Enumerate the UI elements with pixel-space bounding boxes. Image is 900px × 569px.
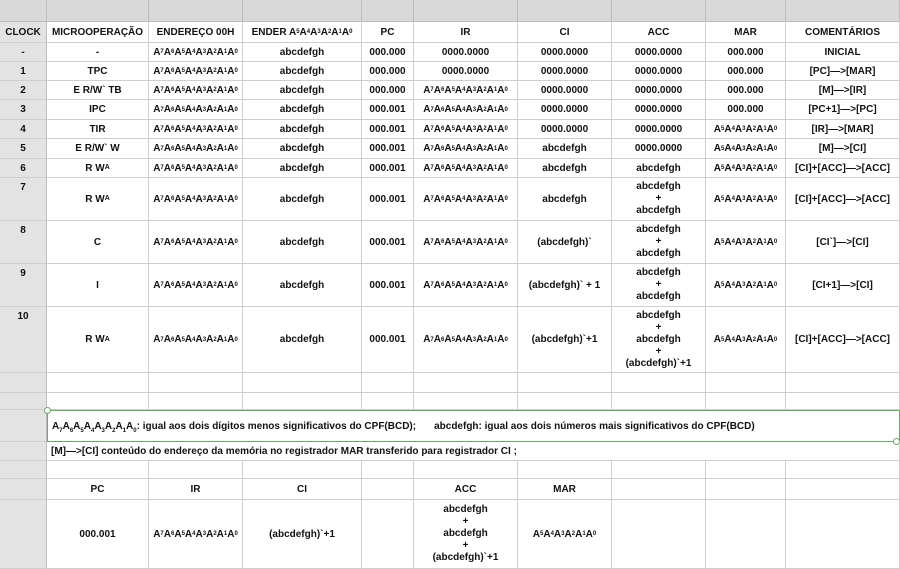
column-j-header[interactable] xyxy=(786,0,900,22)
row-header[interactable] xyxy=(0,442,47,461)
empty-cell[interactable] xyxy=(149,393,243,410)
table-row xyxy=(0,22,900,43)
summary-acc-line: (abcdefgh)`+1 xyxy=(432,552,499,563)
summary-ci[interactable]: (abcdefgh)`+1 xyxy=(243,500,362,569)
ir-cell[interactable]: A 7 A 6 A 5 A 4 A 3 A 2 A 1 A 0 xyxy=(414,221,518,264)
mar-cell[interactable]: 000.000 xyxy=(706,43,786,62)
column-b-header[interactable] xyxy=(47,0,149,22)
acc-cell[interactable]: 0000.0000 xyxy=(612,120,706,139)
end00-cell[interactable]: A 7 A 6 A 5 A 4 A 3 A 2 A 1 A 0 xyxy=(149,159,243,178)
acc-cell-line: abcdefgh xyxy=(636,205,681,216)
table-row xyxy=(0,264,900,307)
pc-cell[interactable]: 000.001 xyxy=(362,159,414,178)
ci-cell[interactable]: abcdefgh xyxy=(518,178,612,221)
empty-cell[interactable] xyxy=(0,461,47,479)
empty-cell[interactable] xyxy=(706,500,786,569)
empty-cell[interactable] xyxy=(518,373,612,393)
micro-cell[interactable]: E R/W` TB xyxy=(47,81,149,100)
end00-cell[interactable]: A 7 A 6 A 5 A 4 A 3 A 2 A 1 A 0 xyxy=(149,307,243,373)
ir-cell[interactable]: A 7 A 6 A 5 A 4 A 3 A 2 A 1 A 0 xyxy=(414,307,518,373)
ir-cell[interactable]: A 7 A 6 A 5 A 4 A 3 A 2 A 1 A 0 xyxy=(414,81,518,100)
row-header[interactable] xyxy=(0,479,47,500)
acc-cell-line: + xyxy=(655,279,662,290)
table-row xyxy=(0,120,900,139)
micro-cell[interactable]: R W A xyxy=(47,178,149,221)
summary-header-3[interactable] xyxy=(362,479,414,500)
micro-cell[interactable]: R W A xyxy=(47,307,149,373)
ender-cell[interactable]: abcdefgh xyxy=(243,43,362,62)
corner-cell[interactable] xyxy=(0,0,47,22)
empty-cell[interactable] xyxy=(47,393,149,410)
ir-cell[interactable]: 0000.0000 xyxy=(414,43,518,62)
table-row xyxy=(0,81,900,100)
empty-cell[interactable] xyxy=(786,500,900,569)
end00-cell[interactable]: A 7 A 6 A 5 A 4 A 3 A 2 A 1 A 0 xyxy=(149,221,243,264)
ci-cell[interactable]: (abcdefgh)` xyxy=(518,221,612,264)
table-row xyxy=(0,221,900,264)
empty-cell[interactable] xyxy=(362,393,414,410)
summary-header-0[interactable]: PC xyxy=(47,479,149,500)
empty-cell[interactable] xyxy=(47,461,149,479)
pc-cell[interactable]: 000.000 xyxy=(362,81,414,100)
acc-cell[interactable] xyxy=(612,221,706,264)
empty-cell[interactable] xyxy=(414,393,518,410)
acc-cell-line: (abcdefgh)`+1 xyxy=(625,357,692,369)
acc-cell[interactable]: 0000.0000 xyxy=(612,139,706,159)
end00-cell[interactable]: A 7 A 6 A 5 A 4 A 3 A 2 A 1 A 0 xyxy=(149,43,243,62)
selection-handle-start[interactable] xyxy=(44,407,51,414)
ender-cell[interactable]: abcdefgh xyxy=(243,100,362,120)
empty-cell[interactable] xyxy=(0,393,47,410)
acc-cell-line: abcdefgh xyxy=(636,181,681,192)
pc-cell[interactable]: 000.001 xyxy=(362,307,414,373)
column-h-header[interactable] xyxy=(612,0,706,22)
column-d-header[interactable] xyxy=(243,0,362,22)
column-header-bar xyxy=(0,0,900,22)
com-cell[interactable]: [M]—>[CI] xyxy=(786,139,900,159)
empty-cell[interactable] xyxy=(786,373,900,393)
micro-cell[interactable]: IPC xyxy=(47,100,149,120)
empty-cell[interactable] xyxy=(414,461,518,479)
summary-mar[interactable]: A 5 A 4 A 3 A 2 A 1 A 0 xyxy=(518,500,612,569)
summary-header-1[interactable]: IR xyxy=(149,479,243,500)
ci-cell[interactable]: 0000.0000 xyxy=(518,81,612,100)
acc-cell-line: abcdefgh xyxy=(636,267,681,278)
ir-cell[interactable]: 0000.0000 xyxy=(414,62,518,81)
acc-cell[interactable]: abcdefgh xyxy=(612,159,706,178)
header-3[interactable]: ENDER A 5 A 4 A 3 A 2 A 1 A 0 xyxy=(243,22,362,43)
mar-cell[interactable]: A 5 A 4 A 3 A 2 A 1 A 0 xyxy=(706,139,786,159)
empty-cell[interactable] xyxy=(243,393,362,410)
com-cell[interactable]: [CI]+[ACC]—>[ACC] xyxy=(786,307,900,373)
summary-acc-line: abcdefgh xyxy=(443,504,488,515)
ender-cell[interactable]: abcdefgh xyxy=(243,139,362,159)
ender-cell[interactable]: abcdefgh xyxy=(243,81,362,100)
mar-cell[interactable]: A 5 A 4 A 3 A 2 A 1 A 0 xyxy=(706,221,786,264)
acc-cell-line: abcdefgh xyxy=(636,309,681,321)
ender-cell[interactable]: abcdefgh xyxy=(243,264,362,307)
summary-empty[interactable] xyxy=(362,500,414,569)
mar-cell[interactable]: A 5 A 4 A 3 A 2 A 1 A 0 xyxy=(706,120,786,139)
clock-cell[interactable]: 3 xyxy=(0,100,47,120)
com-cell[interactable]: INICIAL xyxy=(786,43,900,62)
note-cell-1[interactable] xyxy=(47,410,900,442)
empty-cell[interactable] xyxy=(414,373,518,393)
clock-cell[interactable]: 2 xyxy=(0,81,47,100)
acc-cell-line: abcdefgh xyxy=(636,291,681,302)
empty-cell[interactable] xyxy=(362,373,414,393)
empty-cell[interactable] xyxy=(149,461,243,479)
empty-cell[interactable] xyxy=(612,479,706,500)
ci-cell[interactable]: 0000.0000 xyxy=(518,100,612,120)
clock-cell[interactable]: 4 xyxy=(0,120,47,139)
ci-cell[interactable]: (abcdefgh)` + 1 xyxy=(518,264,612,307)
mar-cell[interactable]: A 5 A 4 A 3 A 2 A 1 A 0 xyxy=(706,178,786,221)
clock-cell[interactable]: 7 xyxy=(0,178,47,221)
ci-cell[interactable]: abcdefgh xyxy=(518,159,612,178)
summary-acc-line: + xyxy=(462,540,469,551)
summary-header-2[interactable]: CI xyxy=(243,479,362,500)
header-0[interactable]: CLOCK xyxy=(0,22,47,43)
empty-cell[interactable] xyxy=(47,373,149,393)
pc-cell[interactable]: 000.001 xyxy=(362,100,414,120)
column-e-header[interactable] xyxy=(362,0,414,22)
header-4[interactable]: PC xyxy=(362,22,414,43)
ender-cell[interactable]: abcdefgh xyxy=(243,307,362,373)
empty-cell[interactable] xyxy=(149,373,243,393)
acc-cell[interactable]: 0000.0000 xyxy=(612,100,706,120)
end00-cell[interactable]: A 7 A 6 A 5 A 4 A 3 A 2 A 1 A 0 xyxy=(149,100,243,120)
com-cell[interactable]: [PC]—>[MAR] xyxy=(786,62,900,81)
mar-cell[interactable]: A 5 A 4 A 3 A 2 A 1 A 0 xyxy=(706,264,786,307)
acc-cell[interactable]: 0000.0000 xyxy=(612,62,706,81)
mar-cell[interactable]: A 5 A 4 A 3 A 2 A 1 A 0 xyxy=(706,159,786,178)
table-row xyxy=(0,461,900,479)
micro-cell[interactable]: - xyxy=(47,43,149,62)
empty-cell[interactable] xyxy=(786,479,900,500)
com-cell[interactable]: [CI+1]—>[CI] xyxy=(786,264,900,307)
empty-cell[interactable] xyxy=(786,393,900,410)
summary-pc[interactable]: 000.001 xyxy=(47,500,149,569)
table-row xyxy=(0,62,900,81)
com-cell[interactable]: [CI]+[ACC]—>[ACC] xyxy=(786,159,900,178)
clock-cell[interactable]: 1 xyxy=(0,62,47,81)
empty-cell[interactable] xyxy=(518,461,612,479)
table-row xyxy=(0,43,900,62)
micro-cell[interactable]: TPC xyxy=(47,62,149,81)
column-g-header[interactable] xyxy=(518,0,612,22)
end00-cell[interactable]: A 7 A 6 A 5 A 4 A 3 A 2 A 1 A 0 xyxy=(149,178,243,221)
column-c-header[interactable] xyxy=(149,0,243,22)
column-f-header[interactable] xyxy=(414,0,518,22)
row-header[interactable] xyxy=(0,410,47,442)
com-cell[interactable]: [PC+1]—>[PC] xyxy=(786,100,900,120)
table-row xyxy=(0,307,900,373)
end00-cell[interactable]: A 7 A 6 A 5 A 4 A 3 A 2 A 1 A 0 xyxy=(149,120,243,139)
table-row xyxy=(0,139,900,159)
ir-cell[interactable]: A 7 A 6 A 5 A 4 A 3 A 2 A 1 A 0 xyxy=(414,264,518,307)
table-row xyxy=(0,442,900,461)
acc-cell-line: abcdefgh xyxy=(636,248,681,259)
pc-cell[interactable]: 000.000 xyxy=(362,62,414,81)
summary-ir[interactable]: A 7 A 6 A 5 A 4 A 3 A 2 A 1 A 0 xyxy=(149,500,243,569)
empty-cell[interactable] xyxy=(362,461,414,479)
summary-acc-line: abcdefgh xyxy=(443,528,488,539)
clock-cell[interactable]: 9 xyxy=(0,264,47,307)
note-line-1b: abcdefgh: igual aos dois números mais significativos do CPF(BCD) xyxy=(434,420,755,432)
summary-acc[interactable] xyxy=(414,500,518,569)
summary-header-5[interactable]: MAR xyxy=(518,479,612,500)
acc-cell-line: + xyxy=(655,236,662,247)
note-line-1a: $A_7A_6A_5A_4A_3A_2A_1A_0$: igual aos dois dígitos menos significativos do CPF(BCD); xyxy=(52,420,417,434)
acc-cell-line: + xyxy=(655,321,662,333)
clock-cell[interactable]: 10 xyxy=(0,307,47,373)
empty-cell[interactable] xyxy=(612,461,706,479)
ir-cell[interactable]: A 7 A 6 A 5 A 4 A 3 A 2 A 1 A 0 xyxy=(414,139,518,159)
clock-cell[interactable]: 6 xyxy=(0,159,47,178)
acc-cell-line: abcdefgh xyxy=(636,333,681,345)
empty-cell[interactable] xyxy=(243,373,362,393)
ci-cell[interactable]: (abcdefgh)`+1 xyxy=(518,307,612,373)
empty-cell[interactable] xyxy=(706,393,786,410)
table-row xyxy=(0,159,900,178)
ci-cell[interactable]: 0000.0000 xyxy=(518,120,612,139)
ender-cell[interactable]: abcdefgh xyxy=(243,159,362,178)
empty-cell[interactable] xyxy=(706,373,786,393)
empty-cell[interactable] xyxy=(612,373,706,393)
pc-cell[interactable]: 000.001 xyxy=(362,221,414,264)
header-6[interactable]: CI xyxy=(518,22,612,43)
end00-cell[interactable]: A 7 A 6 A 5 A 4 A 3 A 2 A 1 A 0 xyxy=(149,62,243,81)
empty-cell[interactable] xyxy=(706,461,786,479)
end00-cell[interactable]: A 7 A 6 A 5 A 4 A 3 A 2 A 1 A 0 xyxy=(149,81,243,100)
acc-cell-line: abcdefgh xyxy=(636,224,681,235)
com-cell[interactable]: [CI`]—>[CI] xyxy=(786,221,900,264)
micro-cell[interactable]: TIR xyxy=(47,120,149,139)
ir-cell[interactable]: A 7 A 6 A 5 A 4 A 3 A 2 A 1 A 0 xyxy=(414,120,518,139)
header-5[interactable]: IR xyxy=(414,22,518,43)
table-row xyxy=(0,500,900,569)
end00-cell[interactable]: A 7 A 6 A 5 A 4 A 3 A 2 A 1 A 0 xyxy=(149,264,243,307)
table-row xyxy=(0,393,900,410)
empty-cell[interactable] xyxy=(706,479,786,500)
header-1[interactable]: MICROOPERAÇÃO xyxy=(47,22,149,43)
ender-cell[interactable]: abcdefgh xyxy=(243,221,362,264)
pc-cell[interactable]: 000.001 xyxy=(362,178,414,221)
pc-cell[interactable]: 000.000 xyxy=(362,43,414,62)
acc-cell[interactable] xyxy=(612,264,706,307)
clock-cell[interactable]: - xyxy=(0,43,47,62)
table-row xyxy=(0,178,900,221)
ci-cell[interactable]: abcdefgh xyxy=(518,139,612,159)
empty-cell[interactable] xyxy=(786,461,900,479)
table-row xyxy=(0,479,900,500)
pc-cell[interactable]: 000.001 xyxy=(362,139,414,159)
row-header[interactable] xyxy=(0,500,47,569)
empty-cell[interactable] xyxy=(612,393,706,410)
mar-cell[interactable]: 000.000 xyxy=(706,62,786,81)
ci-cell[interactable]: 0000.0000 xyxy=(518,62,612,81)
end00-cell[interactable]: A 7 A 6 A 5 A 4 A 3 A 2 A 1 A 0 xyxy=(149,139,243,159)
header-2[interactable]: ENDEREÇO 00H xyxy=(149,22,243,43)
ender-cell[interactable]: abcdefgh xyxy=(243,178,362,221)
header-7[interactable]: ACC xyxy=(612,22,706,43)
empty-cell[interactable] xyxy=(0,373,47,393)
table-row xyxy=(0,100,900,120)
summary-header-4[interactable]: ACC xyxy=(414,479,518,500)
empty-cell[interactable] xyxy=(518,393,612,410)
com-cell[interactable]: [CI]+[ACC]—>[ACC] xyxy=(786,178,900,221)
acc-cell[interactable]: 0000.0000 xyxy=(612,43,706,62)
table-row xyxy=(0,410,900,442)
empty-cell[interactable] xyxy=(612,500,706,569)
table-row xyxy=(0,373,900,393)
ir-cell[interactable]: A 7 A 6 A 5 A 4 A 3 A 2 A 1 A 0 xyxy=(414,100,518,120)
header-9[interactable]: COMENTÁRIOS xyxy=(786,22,900,43)
clock-cell[interactable]: 8 xyxy=(0,221,47,264)
ci-cell[interactable]: 0000.0000 xyxy=(518,43,612,62)
acc-cell[interactable]: 0000.0000 xyxy=(612,81,706,100)
clock-cell[interactable]: 5 xyxy=(0,139,47,159)
column-i-header[interactable] xyxy=(706,0,786,22)
acc-cell-line: + xyxy=(655,193,662,204)
micro-cell[interactable]: I xyxy=(47,264,149,307)
ir-cell[interactable]: A 7 A 6 A 5 A 4 A 3 A 2 A 1 A 0 xyxy=(414,178,518,221)
empty-cell[interactable] xyxy=(243,461,362,479)
ir-cell[interactable]: A 7 A 6 A 5 A 4 A 3 A 2 A 1 A 0 xyxy=(414,159,518,178)
pc-cell[interactable]: 000.001 xyxy=(362,264,414,307)
micro-cell[interactable]: E R/W` W xyxy=(47,139,149,159)
summary-acc-line: + xyxy=(462,516,469,527)
mar-cell[interactable]: A 5 A 4 A 3 A 2 A 1 A 0 xyxy=(706,307,786,373)
acc-cell[interactable] xyxy=(612,307,706,373)
ender-cell[interactable]: abcdefgh xyxy=(243,120,362,139)
micro-cell[interactable]: R W A xyxy=(47,159,149,178)
com-cell[interactable]: [IR]—>[MAR] xyxy=(786,120,900,139)
com-cell[interactable]: [M]—>[IR] xyxy=(786,81,900,100)
acc-cell-line: + xyxy=(655,345,662,357)
micro-cell[interactable]: C xyxy=(47,221,149,264)
header-8[interactable]: MAR xyxy=(706,22,786,43)
mar-cell[interactable]: 000.000 xyxy=(706,100,786,120)
note-line-2: [M]—>[CI] conteúdo do endereço da memória no registrador MAR transferido para registrador CI ; xyxy=(51,445,517,457)
mar-cell[interactable]: 000.000 xyxy=(706,81,786,100)
note-cell-2[interactable] xyxy=(47,442,900,461)
ender-cell[interactable]: abcdefgh xyxy=(243,62,362,81)
pc-cell[interactable]: 000.001 xyxy=(362,120,414,139)
acc-cell[interactable] xyxy=(612,178,706,221)
